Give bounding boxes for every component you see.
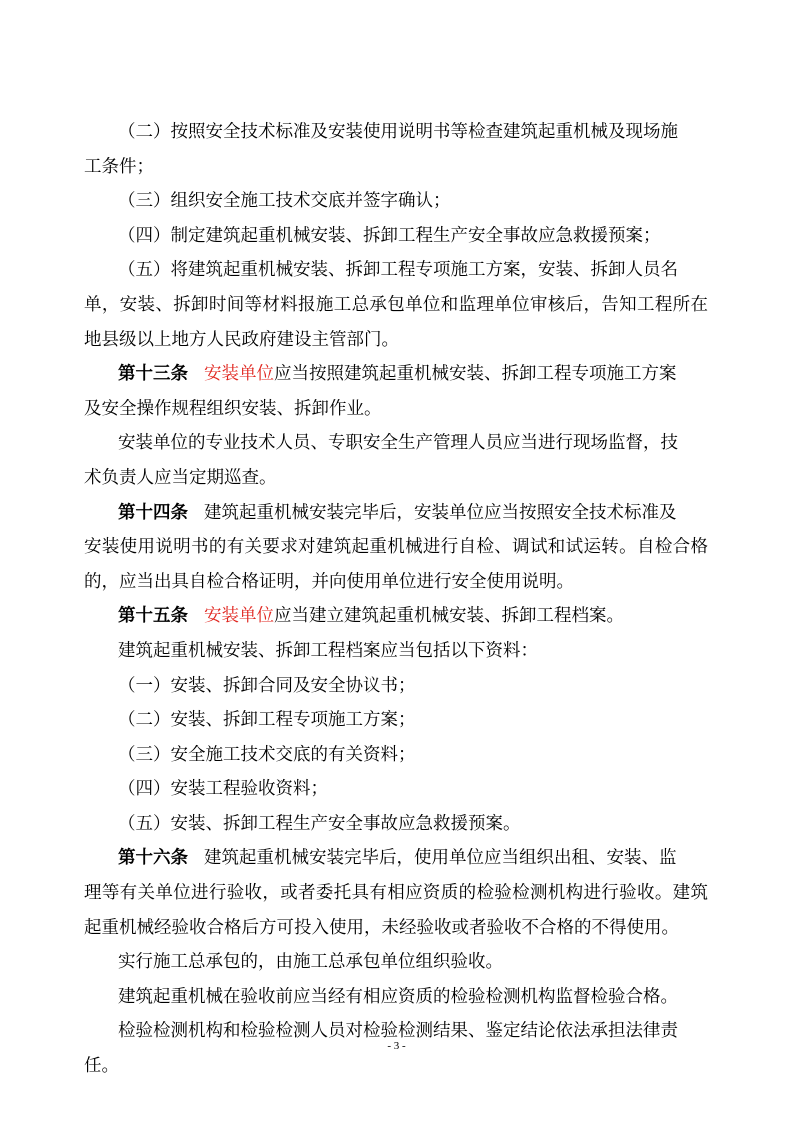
paragraph-item-5: [84, 253, 708, 357]
text-line: 建筑起重机械安装完毕后，使用单位应当组织出租、安装、监: [204, 848, 677, 869]
article-15-item: （五）安装、拆卸工程生产安全事故应急救援预案。: [118, 813, 521, 834]
article-title: 第十三条: [118, 364, 188, 385]
article-15-item: （三）安全施工技术交底的有关资料；: [118, 744, 416, 765]
document-body: [84, 115, 708, 1084]
article-15-item: （四）安装工程验收资料；: [118, 779, 328, 800]
text-line: 应当建立建筑起重机械安装、拆卸工程档案。: [274, 606, 624, 627]
text-line: 应当按照建筑起重机械安装、拆卸工程专项施工方案: [274, 364, 677, 385]
text-line: 建筑起重机械安装完毕后，安装单位应当按照安全技术标准及: [204, 502, 677, 523]
highlighted-text: 安装单位: [204, 606, 274, 627]
text-line: （二）按照安全技术标准及安装使用说明书等检查建筑起重机械及现场施: [118, 122, 678, 142]
paragraph-item-2: [84, 115, 708, 184]
article-15-item: （二）安装、拆卸工程专项施工方案；: [118, 710, 416, 731]
text-line: （四）制定建筑起重机械安装、拆卸工程生产安全事故应急救援预案；: [118, 225, 661, 246]
text-line: 安装使用说明书的有关要求对建筑起重机械进行自检、调试和试运转。自检合格的，应当出具自检合格证明，并向使用单位进行安全使用说明。: [84, 537, 708, 592]
text-line: （三）组织安全施工技术交底并签字确认；: [118, 191, 451, 212]
text-line: 检验检测机构和检验检测人员对检验检测结果、鉴定结论依法承担法律责: [118, 1021, 678, 1042]
article-title: 第十四条: [118, 502, 188, 523]
text-line: 单，安装、拆卸时间等材料报施工总承包单位和监理单位审核后，告知工程所在地县级以上地方人民政府建设主管部门。: [84, 294, 708, 350]
paragraph-item-4: [118, 219, 708, 254]
article-15: [118, 599, 708, 634]
article-16-item: 实行施工总承包的，由施工总承包单位组织验收。: [118, 952, 503, 973]
text-line: 术负责人应当定期巡查。: [84, 467, 277, 488]
text-line: 任。: [84, 1056, 119, 1077]
article-16-item: 建筑起重机械在验收前应当经有相应资质的检验检测机构监督检验合格。: [118, 986, 678, 1007]
article-14: [84, 496, 708, 600]
text-line: 工条件；: [84, 156, 154, 177]
page-number: - 3 -: [387, 1040, 406, 1052]
text-line: 及安全操作规程组织安装、拆卸作业。: [84, 398, 382, 419]
article-13-paragraph-2: [84, 426, 708, 495]
text-line: 安装单位的专业技术人员、专职安全生产管理人员应当进行现场监督，技: [118, 433, 678, 454]
article-13: [84, 357, 708, 426]
highlighted-text: 安装单位: [204, 364, 274, 385]
paragraph-item-3: [118, 184, 708, 219]
article-15-item: （一）安装、拆卸合同及安全协议书；: [118, 675, 416, 696]
article-title: 第十六条: [118, 848, 188, 869]
article-title: 第十五条: [118, 606, 188, 627]
text-line: 理等有关单位进行验收，或者委托具有相应资质的检验检测机构进行验收。建筑起重机械经验收合格后方可投入使用，未经验收或者验收不合格的不得使用。: [84, 883, 708, 938]
text-line: （五）将建筑起重机械安装、拆卸工程专项施工方案，安装、拆卸人员名: [118, 260, 678, 281]
article-16: [84, 841, 708, 945]
article-15-item: 建筑起重机械安装、拆卸工程档案应当包括以下资料：: [118, 640, 538, 661]
